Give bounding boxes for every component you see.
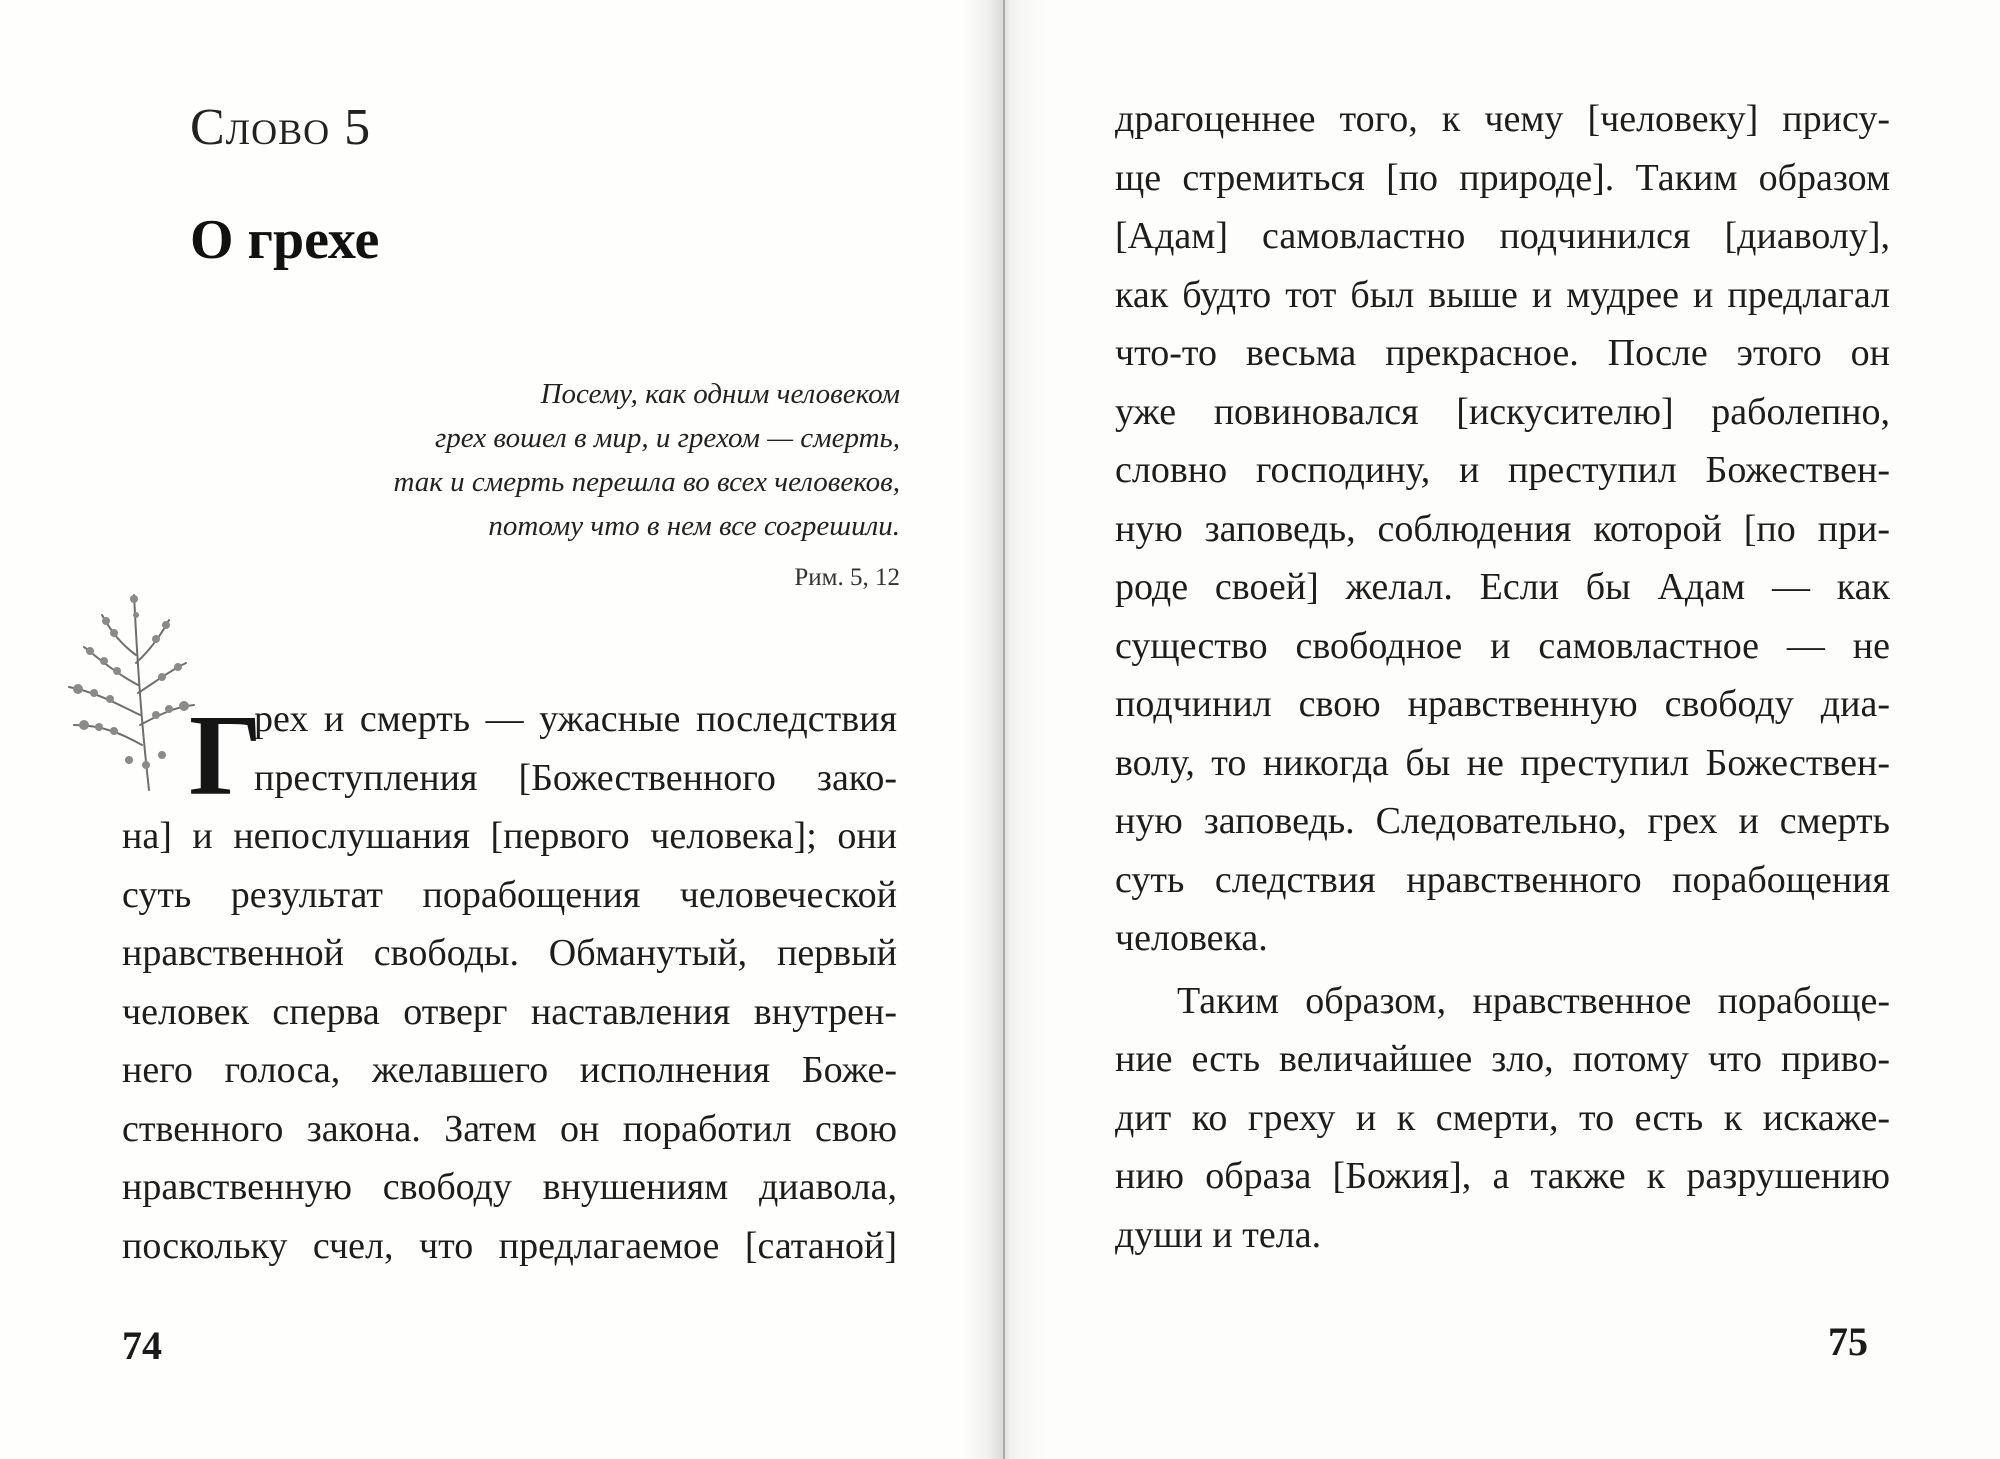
text-line: ние есть величайшее зло, потому что приво- xyxy=(1115,1038,1890,1080)
text-line: как будто тот был выше и мудрее и предлагал xyxy=(1115,273,1890,316)
text-line: ную заповедь. Следовательно, грех и смерть xyxy=(1115,800,1890,842)
text-line: человека. xyxy=(1115,917,1268,959)
text-line: Таким образом, нравственное порабоще- xyxy=(1177,979,1890,1022)
text-line: преступления [Божественного зако- xyxy=(254,756,897,799)
text-line: существо свободное и самовластное — не xyxy=(1115,624,1890,667)
text-line: словно господину, и преступил Божествен- xyxy=(1115,449,1890,491)
text-line: него голоса, желавшего исполнения Боже- xyxy=(122,1049,897,1091)
text-line: суть результат порабощения человеческой xyxy=(122,873,897,916)
text-line: волу, то никогда бы не преступил Божествен- xyxy=(1115,741,1890,784)
text-line: нию образа [Божия], а также к разрушению xyxy=(1115,1155,1890,1197)
epigraph-line: Посему, как одним человеком xyxy=(540,378,900,410)
text-line: ную заповедь, соблюдения которой [по при- xyxy=(1115,507,1890,550)
epigraph xyxy=(200,372,900,548)
text-line: что-то весьма прекрасное. После этого он xyxy=(1115,332,1890,374)
text-line: человек сперва отверг наставления внутрен- xyxy=(122,990,897,1033)
epigraph-reference: Рим. 5, 12 xyxy=(794,564,900,591)
right-body-text xyxy=(1115,90,1890,1264)
text-line: роде своей] желал. Если бы Адам — как xyxy=(1115,566,1890,608)
text-line: суть следствия нравственного порабощения xyxy=(1115,858,1890,901)
text-line: ще стремиться [по природе]. Таким образом xyxy=(1115,156,1890,199)
text-line: дит ко греху и к смерти, то есть к искаже- xyxy=(1115,1096,1890,1139)
text-line: нравственную свободу внушениям диавола, xyxy=(122,1166,897,1208)
right-page xyxy=(990,0,2000,1459)
chapter-label: Слово 5 xyxy=(190,99,372,156)
text-line: подчинил свою нравственную свободу диа- xyxy=(1115,683,1890,725)
text-line: драгоценнее того, к чему [человеку] прису- xyxy=(1115,98,1890,140)
left-body-text xyxy=(122,690,897,1275)
text-line: нравственной свободы. Обманутый, первый xyxy=(122,932,897,974)
text-line: души и тела. xyxy=(1115,1213,1322,1256)
text-line: поскольку счел, что предлагаемое [сатаной] xyxy=(122,1224,897,1267)
epigraph-line: так и смерть перешла во всех человеков, xyxy=(393,466,900,498)
text-line: [Адам] самовластно подчинился [диаволу], xyxy=(1115,215,1890,257)
chapter-title: О грехе xyxy=(190,209,380,271)
text-line: на] и непослушания [первого человека]; они xyxy=(122,815,897,857)
book-gutter xyxy=(960,0,1050,1459)
epigraph-line: потому что в нем все согрешили. xyxy=(488,510,900,542)
epigraph-line: грех вошел в мир, и грехом — смерть, xyxy=(434,422,900,454)
page-number-left: 74 xyxy=(122,1323,162,1368)
text-line: уже повиновался [искусителю] раболепно, xyxy=(1115,390,1890,433)
left-page xyxy=(0,0,990,1459)
gutter-fold xyxy=(1003,0,1005,1459)
page-number-right: 75 xyxy=(1828,1319,1868,1364)
drop-cap: Г xyxy=(189,692,263,819)
text-line: рех и смерть — ужасные последствия xyxy=(254,698,897,740)
text-line: ственного закона. Затем он поработил свою xyxy=(122,1107,897,1150)
